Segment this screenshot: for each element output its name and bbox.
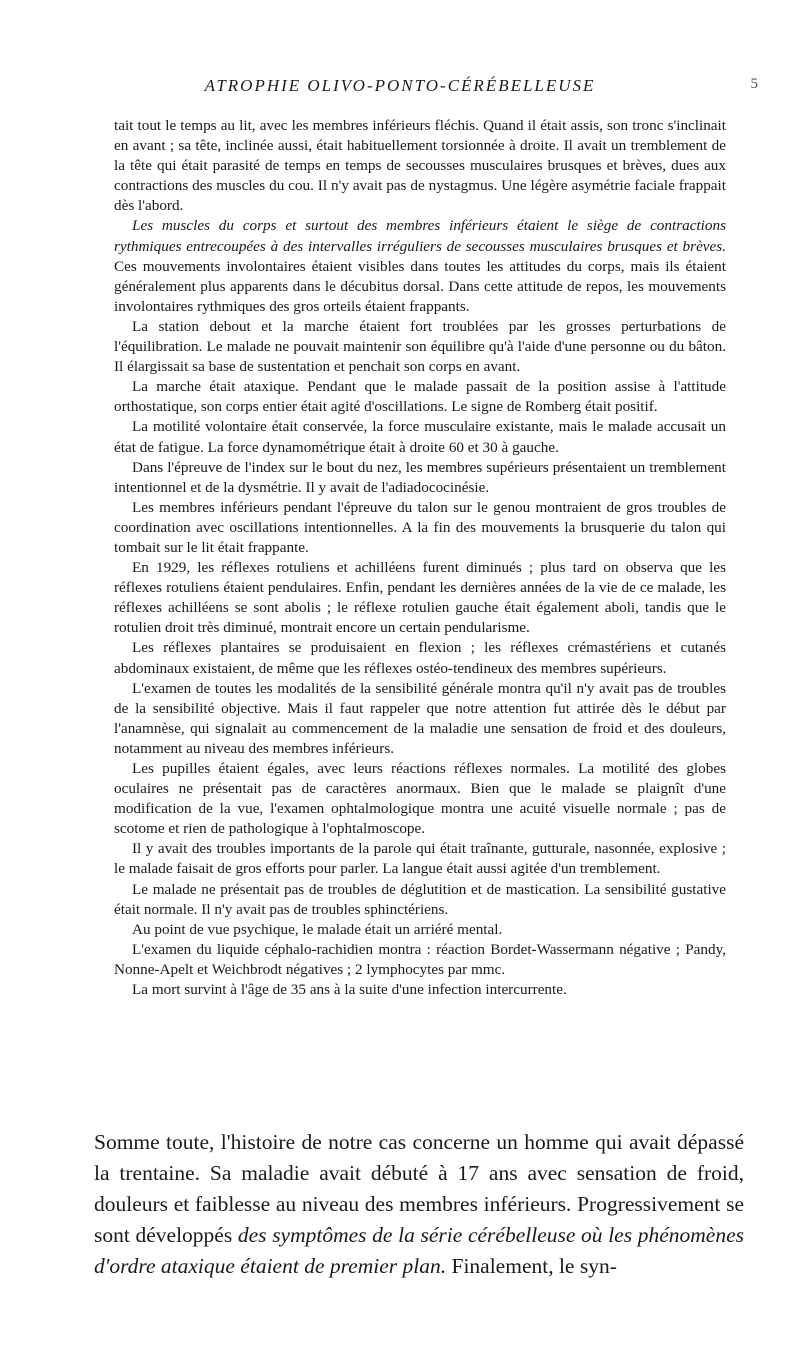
paragraph: Les membres inférieurs pendant l'épreuve du talon sur le genou montraient de gros troubles de coordination avec oscillations intentionnelles. A la fin des mouvements la brusquerie du talon qui tombait sur le lit était frappante. [114,498,726,556]
paragraph: tait tout le temps au lit, avec les membres inférieurs fléchis. Quand il était assis, son tronc s'inclinait en avant ; sa tête, inclinée aussi, était habituellement torsionnée à droite. Il avait un tremblement de la tête qui était parasité de temps en temps de secousses musculaires brusques et brèves, dues aux contractions des muscles du cou. Il n'y avait pas de nystagmus. Une légère asymétrie faciale frappait dès l'abord. [114,117,726,215]
summary-text-end: Finalement, le syn- [446,1254,617,1278]
paragraph [114,216,726,316]
paragraph: L'examen de toutes les modalités de la sensibilité générale montra qu'il n'y avait pas de troubles de la sensibilité objective. Mais il faut rappeler que notre attention fut attirée dès le début par l'anamnèse, qui signalait au commencement de la maladie une sensation de froid et des douleurs, notamment au niveau des membres inférieurs. [114,679,726,757]
paragraph: Dans l'épreuve de l'index sur le bout du nez, les membres supérieurs présentaient un tremblement intentionnel et de la dysmétrie. Il y avait de l'adiadococinésie. [114,458,726,496]
closing-summary [94,1127,744,1282]
paragraph: Au point de vue psychique, le malade était un arriéré mental. [132,920,503,938]
paragraph: La station debout et la marche étaient fort troublées par les grosses perturbations de l'équilibration. Le malade ne pouvait maintenir son équilibre qu'à l'aide d'une personne ou du bâton. Il élargissait sa base de sustentation et penchait son corps en avant. [114,317,726,376]
summary-emphasis: des symptômes de la série cérébelleuse où les phénomènes d'ordre ataxique étaient de premier plan. [94,1223,745,1278]
page-number: 5 [750,76,758,92]
emphasis: Les muscles du corps et surtout des membres inférieurs étaient le siège de contractions rythmiques entrecoupées à des intervalles irréguliers de secousses musculaires brusques et brèves. [114,217,726,255]
paragraph: L'examen du liquide céphalo-rachidien montra : réaction Bordet-Wassermann négative ; Pandy, Nonne-Apelt et Weichbrodt négatives ; 2 lymphocytes par mmc. [114,940,726,978]
paragraph: Le malade ne présentait pas de troubles de déglutition et de mastication. La sensibilité gustative était normale. Il n'y avait pas de troubles sphinctériens. [114,880,726,918]
paragraph: Il y avait des troubles importants de la parole qui était traînante, gutturale, nasonnée, explosive ; le malade faisait de gros efforts pour parler. La langue était aussi agitée d'un tremblement. [114,840,726,878]
body-text [114,116,726,1000]
running-head: ATROPHIE OLIVO-PONTO-CÉRÉBELLEUSE [204,76,596,95]
paragraph: En 1929, les réflexes rotuliens et achilléens furent diminués ; plus tard on observa que les réflexes rotuliens étaient pendulaires. Enfin, pendant les dernières années de la vie de ce malade, les réflexes achilléens se sont abolis ; le réflexe rotulien gauche était également aboli, tandis que le rotulien droit très diminué, montrait encore un certain pendularisme. [114,559,726,637]
summary-paragraph [94,1127,744,1282]
paragraph: La marche était ataxique. Pendant que le malade passait de la position assise à l'attitude orthostatique, son corps entier était agité d'oscillations. Le signe de Romberg était positif. [114,378,726,416]
paragraph: Les pupilles étaient égales, avec leurs réactions réflexes normales. La motilité des globes oculaires ne présentait pas de caractères anormaux. Bien que le malade se plaignît d'une modification de la vue, l'examen ophtalmologique montra une acuité visuelle normale ; pas de scotome et rien de pathologique à l'ophtalmoscope. [114,760,726,838]
paragraph: La motilité volontaire était conservée, la force musculaire existante, mais le malade accusait un état de fatigue. La force dynamométrique était à droite 60 et 30 à gauche. [114,418,726,456]
summary-text: Somme toute, l'histoire de notre cas concerne un homme qui avait dépassé la trentaine. Sa maladie avait débuté à 17 ans avec sensation de froid, douleurs et faiblesse au niveau des membres inférieurs. Progressivement se sont développés [94,1130,744,1247]
paragraph: Les réflexes plantaires se produisaient en flexion ; les réflexes crémastériens et cutanés abdominaux existaient, de même que les réflexes ostéo-tendineux des membres supérieurs. [114,639,726,677]
paragraph: La mort survint à l'âge de 35 ans à la suite d'une infection intercurrente. [132,981,567,999]
paragraph-rest: Ces mouvements involontaires étaient visibles dans toutes les attitudes du corps, mais ils étaient généralement plus apparents dans le décubitus dorsal. Dans cette attitude de repos, les mouvements involontaires rythmiques des gros orteils étaient frappants. [114,257,726,315]
